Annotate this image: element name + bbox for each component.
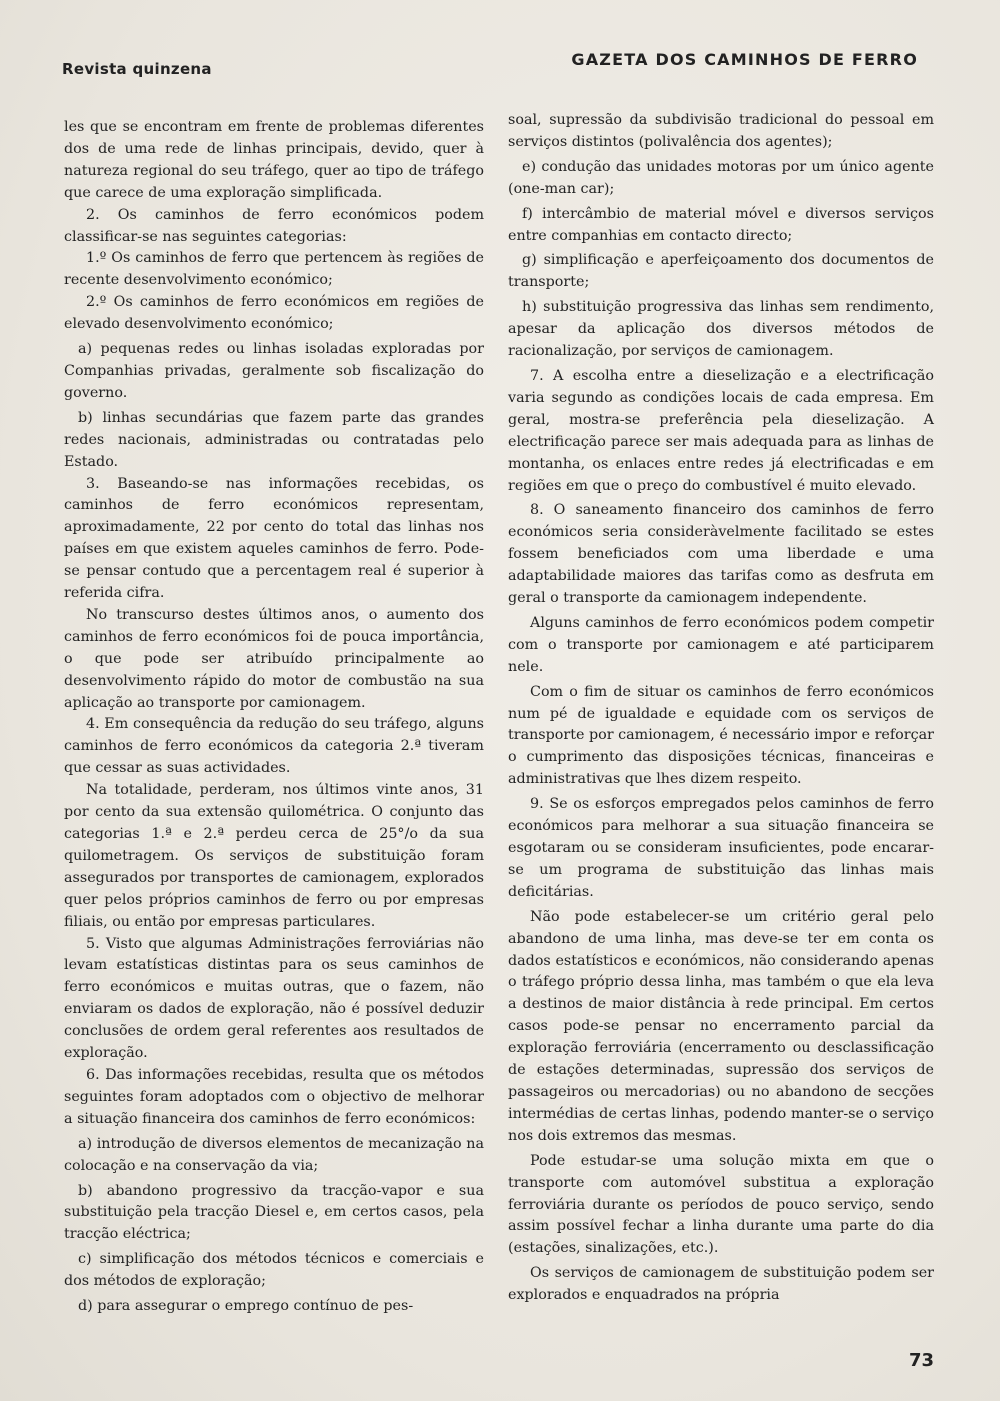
paragraph: Pode estudar-se uma solução mixta em que o transporte com automóvel substitua a exploração ferroviária durante os períodos de pouco serviço, sendo assim possível fechar a linha durante uma parte do dia (estações, sinalizações, etc.). (508, 1152, 934, 1257)
paragraph: e) condução das unidades motoras por um único agente (one-man car); (508, 158, 934, 197)
paragraph: Os serviços de camionagem de substituição podem ser explorados e enquadrados na própria (508, 1265, 934, 1304)
paragraph: g) simplificação e aperfeiçoamento dos documentos de transporte; (508, 252, 934, 291)
right-column (508, 110, 934, 1307)
paragraph: 2. Os caminhos de ferro económicos podem classificar-se nas seguintes categorias: (64, 206, 484, 245)
paragraph: b) linhas secundárias que fazem parte das grandes redes nacionais, administradas ou contratadas pelo Estado. (64, 409, 484, 470)
paragraph: 4. Em consequência da redução do seu tráfego, alguns caminhos de ferro económicos da categoria 2.ª tiveram que cessar as suas actividades. (64, 716, 484, 777)
paragraph: c) simplificação dos métodos técnicos e comerciais e dos métodos de exploração; (64, 1251, 484, 1290)
paragraph: les que se encontram em frente de problemas diferentes dos de uma rede de linhas principais, devido, quer à natureza regional do seu tráfego, quer ao tipo de tráfego que carece de uma exploração simplificada. (64, 119, 484, 201)
paragraph: 5. Visto que algumas Administrações ferroviárias não levam estatísticas distintas para os seus caminhos de ferro económicos e muitas outras, que o fazem, não enviaram os dados de exploração, não é possível deduzir conclusões de ordem geral referentes aos resultados de exploração. (64, 935, 484, 1062)
paragraph: No transcurso destes últimos anos, o aumento dos caminhos de ferro económicos foi de pouca importância, o que pode ser atribuído principalmente ao desenvolvimento rápido do motor de combustão na sua aplicação ao transporte por camionagem. (64, 606, 484, 711)
paragraph: Com o fim de situar os caminhos de ferro económicos num pé de igualdade e equidade com os serviços de transporte por camionagem, é necessário impor e reforçar o cumprimento das disposições técnicas, financeiras e administrativas que lhes dizem respeito. (508, 683, 934, 788)
running-header-left: Revista quinzena (62, 60, 212, 78)
paragraph: h) substituição progressiva das linhas sem rendimento, apesar da aplicação dos diversos métodos de racionalização, por serviços de camionagem. (508, 299, 934, 360)
left-column (64, 117, 484, 1318)
paragraph: Não pode estabelecer-se um critério geral pelo abandono de uma linha, mas deve-se ter em conta os dados estatísticos e económicos, não considerando apenas o tráfego próprio dessa linha, mas também o que ela leva a destinos de maior distância à rede principal. Em certos casos pode-se pensar no encerramento parcial da exploração ferroviária (encerramento ou desclassificação de estações determinadas, supressão dos serviços de passageiros ou mercadorias) ou no abandono de secções intermédias de certas linhas, podendo manter-se o serviço nos dois extremos das mesmas. (508, 908, 934, 1144)
paragraph: 9. Se os esforços empregados pelos caminhos de ferro económicos para melhorar a sua situação financeira se esgotaram ou se consideram insuficientes, pode encarar-se um programa de substituição das linhas mais deficitárias. (508, 796, 934, 900)
paragraph: 7. A escolha entre a dieselização e a electrificação varia segundo as condições locais de cada empresa. Em geral, mostra-se preferência pela dieselização. A electrificação parece ser mais adequada para as linhas de montanha, os enlaces entre redes já electrificadas e em regiões em que o preço do combustível é muito elevado. (508, 367, 934, 494)
page-number: 73 (908, 1350, 934, 1371)
paragraph: 8. O saneamento financeiro dos caminhos de ferro económicos seria consideràvelmente facilitado se estes fossem beneficiados com uma liberdade e uma adaptabilidade maiores das tarifas como as desfruta em geral o transporte da camionagem independente. (508, 502, 934, 607)
paragraph: Alguns caminhos de ferro económicos podem competir com o transporte por camionagem e até participarem nele. (508, 614, 934, 675)
paragraph: a) pequenas redes ou linhas isoladas exploradas por Companhias privadas, geralmente sob fiscalização do governo. (64, 341, 484, 401)
paragraph: b) abandono progressivo da tracção-vapor e sua substituição pela tracção Diesel e, em certos casos, pela tracção eléctrica; (64, 1182, 484, 1243)
paragraph: 6. Das informações recebidas, resulta que os métodos seguintes foram adoptados com o objectivo de melhorar a situação financeira dos caminhos de ferro económicos: (64, 1066, 484, 1127)
paragraph: a) introdução de diversos elementos de mecanização na colocação e na conservação da via; (64, 1135, 484, 1174)
paragraph: d) para assegurar o emprego contínuo de pes- (78, 1298, 414, 1315)
paragraph: soal, supressão da subdivisão tradicional do pessoal em serviços distintos (polivalência dos agentes); (508, 112, 934, 150)
paragraph: 1.º Os caminhos de ferro que pertencem às regiões de recente desenvolvimento económico; (64, 250, 484, 289)
paragraph: 2.º Os caminhos de ferro económicos em regiões de elevado desenvolvimento económico; (64, 294, 484, 333)
running-header-right: GAZETA DOS CAMINHOS DE FERRO (571, 50, 918, 69)
paragraph: 3. Baseando-se nas informações recebidas, os caminhos de ferro económicos representam, aproximadamente, 22 por cento do total das linhas nos países em que existem aqueles caminhos de ferro. Pode-se pensar contudo que a percentagem real é superior à referida cifra. (64, 475, 484, 602)
paragraph: Na totalidade, perderam, nos últimos vinte anos, 31 por cento da sua extensão quilométrica. O conjunto das categorias 1.ª e 2.ª perdeu cerca de 25°/o da sua quilometragem. Os serviços de substituição foram assegurados por transportes de camionagem, explorados quer pelos próprios caminhos de ferro ou por empresas filiais, ou então por empresas particulares. (64, 782, 484, 930)
paragraph: f) intercâmbio de material móvel e diversos serviços entre companhias em contacto directo; (508, 205, 934, 244)
